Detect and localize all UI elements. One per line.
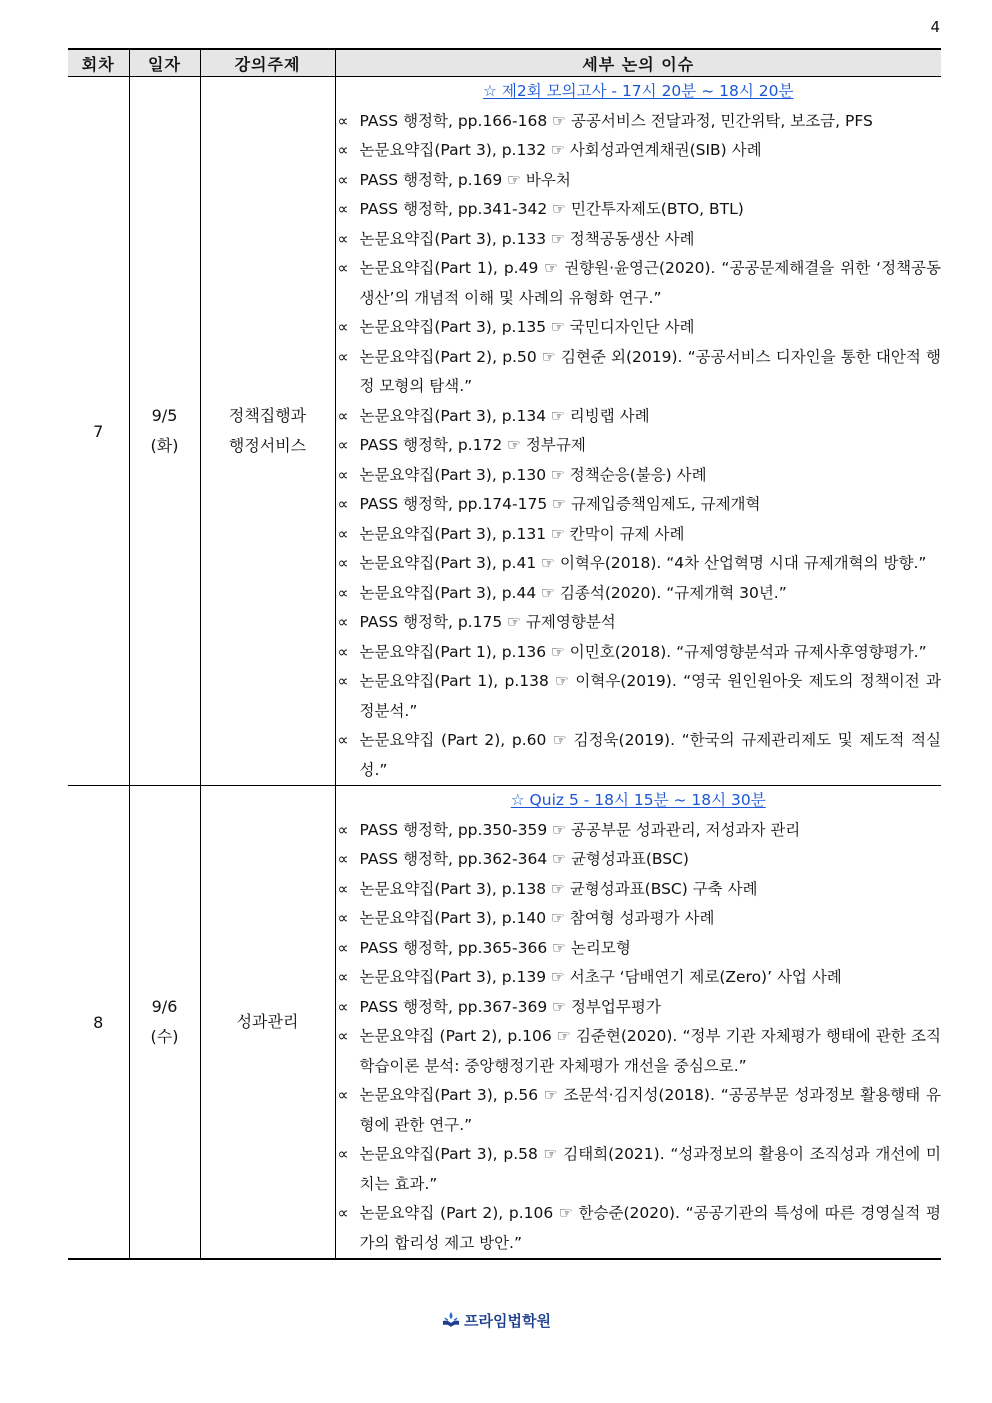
issue-text: 논문요약집(Part 3), p.132 ☞ 사회성과연계채권(SIB) 사례 (359, 141, 762, 159)
issue-text: 논문요약집(Part 3), p.139 ☞ 서초구 ‘담배연기 제로(Zero)’ 사업 사례 (359, 968, 842, 986)
bullet-symbol: ∝ (337, 524, 349, 543)
session-number: 8 (68, 786, 129, 1260)
issue-item (336, 1199, 942, 1258)
weekday-text: (화) (150, 436, 179, 455)
bullet-symbol: ∝ (337, 820, 349, 839)
issue-text: 논문요약집 (Part 2), p.106 ☞ 김준현(2020). “정부 기관 자체평가 행태에 관한 조직학습이론 분석: 중앙행정기관 자체평가 개선을 중심으로.” (359, 1027, 941, 1075)
bullet-symbol: ∝ (337, 347, 349, 366)
issue-text: PASS 행정학, p.169 ☞ 바우처 (359, 170, 571, 189)
issue-item (336, 875, 942, 905)
topic-line: 성과관리 (236, 1012, 299, 1031)
bullet-symbol: ∝ (337, 111, 349, 130)
issue-item (336, 845, 942, 875)
issue-item (336, 816, 942, 846)
issue-text: PASS 행정학, p.175 ☞ 규제영향분석 (359, 613, 616, 631)
lecture-topic (200, 77, 335, 786)
issue-item (336, 549, 942, 579)
column-header-issues: 세부 논의 이슈 (335, 49, 941, 77)
issue-text: 논문요약집 (Part 2), p.106 ☞ 한승준(2020). “공공기관의 특성에 따른 경영실적 평가의 합리성 제고 방안.” (359, 1204, 941, 1252)
issue-item (336, 1022, 942, 1081)
bullet-symbol: ∝ (337, 141, 349, 159)
issue-text: 논문요약집(Part 3), p.44 ☞ 김종석(2020). “규제개혁 30년.” (359, 583, 787, 602)
column-header-topic: 강의주제 (200, 49, 335, 77)
issue-text: 논문요약집(Part 3), p.138 ☞ 균형성과표(BSC) 구축 사례 (359, 879, 758, 898)
bullet-symbol: ∝ (337, 672, 349, 690)
issue-text: 논문요약집(Part 3), p.135 ☞ 국민디자인단 사례 (359, 318, 695, 336)
issue-item (336, 402, 942, 432)
issue-item (336, 520, 942, 550)
issue-item (336, 490, 942, 520)
column-header-date: 일자 (129, 49, 200, 77)
bullet-symbol: ∝ (337, 997, 349, 1016)
issue-text: 논문요약집(Part 1), p.138 ☞ 이혁우(2019). “영국 원인원아웃 제도의 정책이전 과정분석.” (359, 672, 941, 720)
issue-item (336, 904, 942, 934)
table-header-row (68, 49, 941, 77)
issue-text: 논문요약집(Part 1), p.49 ☞ 권향원·윤영근(2020). “공공문제해결을 위한 ‘정책공동생산’의 개념적 이해 및 사례의 유형화 연구.” (359, 259, 941, 307)
bullet-symbol: ∝ (337, 170, 349, 189)
bullet-symbol: ∝ (337, 465, 349, 484)
table-row (68, 77, 941, 786)
bullet-symbol: ∝ (337, 879, 349, 898)
bullet-symbol: ∝ (337, 850, 349, 868)
issue-text: 논문요약집(Part 3), p.56 ☞ 조문석·김지성(2018). “공공부문 성과정보 활용행태 유형에 관한 연구.” (359, 1086, 941, 1134)
issue-text: PASS 행정학, pp.365-366 ☞ 논리모형 (359, 938, 631, 957)
issue-list (335, 77, 941, 786)
issue-item (336, 254, 942, 313)
issue-text: PASS 행정학, pp.174-175 ☞ 규제입증책임제도, 규제개혁 (359, 495, 761, 513)
issue-item (336, 313, 942, 343)
bullet-symbol: ∝ (337, 968, 349, 986)
weekday-text: (수) (150, 1027, 179, 1046)
issue-text: PASS 행정학, pp.341-342 ☞ 민간투자제도(BTO, BTL) (359, 200, 744, 218)
issue-text: PASS 행정학, p.172 ☞ 정부규제 (359, 436, 586, 454)
issue-item (336, 934, 942, 964)
date-text: 9/5 (151, 406, 178, 425)
issue-text: 논문요약집(Part 3), p.58 ☞ 김태희(2021). “성과정보의 활용이 조직성과 개선에 미치는 효과.” (359, 1145, 941, 1193)
topic-line: 행정서비스 (228, 436, 307, 455)
bullet-symbol: ∝ (337, 1204, 349, 1222)
table-row (68, 786, 941, 1260)
issue-text: 논문요약집(Part 3), p.133 ☞ 정책공동생산 사례 (359, 229, 695, 248)
issue-item (336, 431, 942, 461)
lecture-schedule-table (68, 48, 941, 1260)
issue-item (336, 107, 942, 137)
issue-item (336, 1081, 942, 1140)
bullet-symbol: ∝ (337, 1145, 349, 1163)
session-date (129, 786, 200, 1260)
issue-list (335, 786, 941, 1260)
issue-item (336, 136, 942, 166)
topic-line: 정책집행과 (228, 406, 307, 425)
bullet-symbol: ∝ (337, 318, 349, 336)
issue-item (336, 461, 942, 491)
bullet-symbol: ∝ (337, 613, 349, 631)
issue-text: 논문요약집(Part 3), p.134 ☞ 리빙랩 사례 (359, 406, 650, 425)
column-header-session: 회차 (68, 49, 129, 77)
issue-text: 논문요약집(Part 3), p.131 ☞ 칸막이 규제 사례 (359, 524, 685, 543)
bullet-symbol: ∝ (337, 406, 349, 425)
issue-item (336, 1140, 942, 1199)
issue-item (336, 608, 942, 638)
issue-item (336, 579, 942, 609)
bullet-symbol: ∝ (337, 436, 349, 454)
issue-text: 논문요약집(Part 3), p.41 ☞ 이혁우(2018). “4차 산업혁명 시대 규제개혁의 방향.” (359, 554, 927, 572)
issue-item (336, 638, 942, 668)
laurel-book-icon (441, 1311, 461, 1329)
bullet-symbol: ∝ (337, 259, 349, 277)
issue-item (336, 166, 942, 196)
issue-text: PASS 행정학, pp.350-359 ☞ 공공부문 성과관리, 저성과자 관리 (359, 820, 801, 839)
issue-text: 논문요약집(Part 3), p.130 ☞ 정책순응(불응) 사례 (359, 465, 707, 484)
exam-schedule-note: ☆ 제2회 모의고사 - 17시 20분 ~ 18시 20분 (483, 82, 794, 100)
bullet-symbol: ∝ (337, 229, 349, 248)
footer-logo-text: 프라임법학원 (464, 1312, 551, 1330)
date-text: 9/6 (151, 997, 178, 1016)
issue-text: PASS 행정학, pp.362-364 ☞ 균형성과표(BSC) (359, 850, 689, 868)
bullet-symbol: ∝ (337, 495, 349, 513)
session-number: 7 (68, 77, 129, 786)
bullet-symbol: ∝ (337, 200, 349, 218)
issue-text: 논문요약집(Part 1), p.136 ☞ 이민호(2018). “규제영향분석과 규제사후영향평가.” (359, 642, 927, 661)
bullet-symbol: ∝ (337, 938, 349, 957)
bullet-symbol: ∝ (337, 554, 349, 572)
issue-text: PASS 행정학, pp.166-168 ☞ 공공서비스 전달과정, 민간위탁, 보조금, PFS (359, 111, 873, 130)
bullet-symbol: ∝ (337, 909, 349, 927)
issue-text: 논문요약집(Part 3), p.140 ☞ 참여형 성과평가 사례 (359, 909, 715, 927)
bullet-symbol: ∝ (337, 1086, 349, 1104)
issue-item (336, 343, 942, 402)
footer-logo (0, 1310, 992, 1331)
issue-text: PASS 행정학, pp.367-369 ☞ 정부업무평가 (359, 997, 661, 1016)
bullet-symbol: ∝ (337, 642, 349, 661)
exam-schedule-note: ☆ Quiz 5 - 18시 15분 ~ 18시 30분 (510, 791, 766, 809)
issue-item (336, 195, 942, 225)
bullet-symbol: ∝ (337, 1027, 349, 1045)
issue-item (336, 667, 942, 726)
bullet-symbol: ∝ (337, 731, 349, 749)
page-number: 4 (930, 18, 940, 36)
session-date (129, 77, 200, 786)
issue-item (336, 225, 942, 255)
bullet-symbol: ∝ (337, 583, 349, 602)
lecture-topic (200, 786, 335, 1260)
issue-item (336, 726, 942, 785)
issue-item (336, 963, 942, 993)
issue-text: 논문요약집 (Part 2), p.60 ☞ 김정욱(2019). “한국의 규제관리제도 및 제도적 적실성.” (359, 731, 941, 779)
issue-text: 논문요약집(Part 2), p.50 ☞ 김현준 외(2019). “공공서비스 디자인을 통한 대안적 행정 모형의 탐색.” (359, 347, 941, 395)
issue-item (336, 993, 942, 1023)
